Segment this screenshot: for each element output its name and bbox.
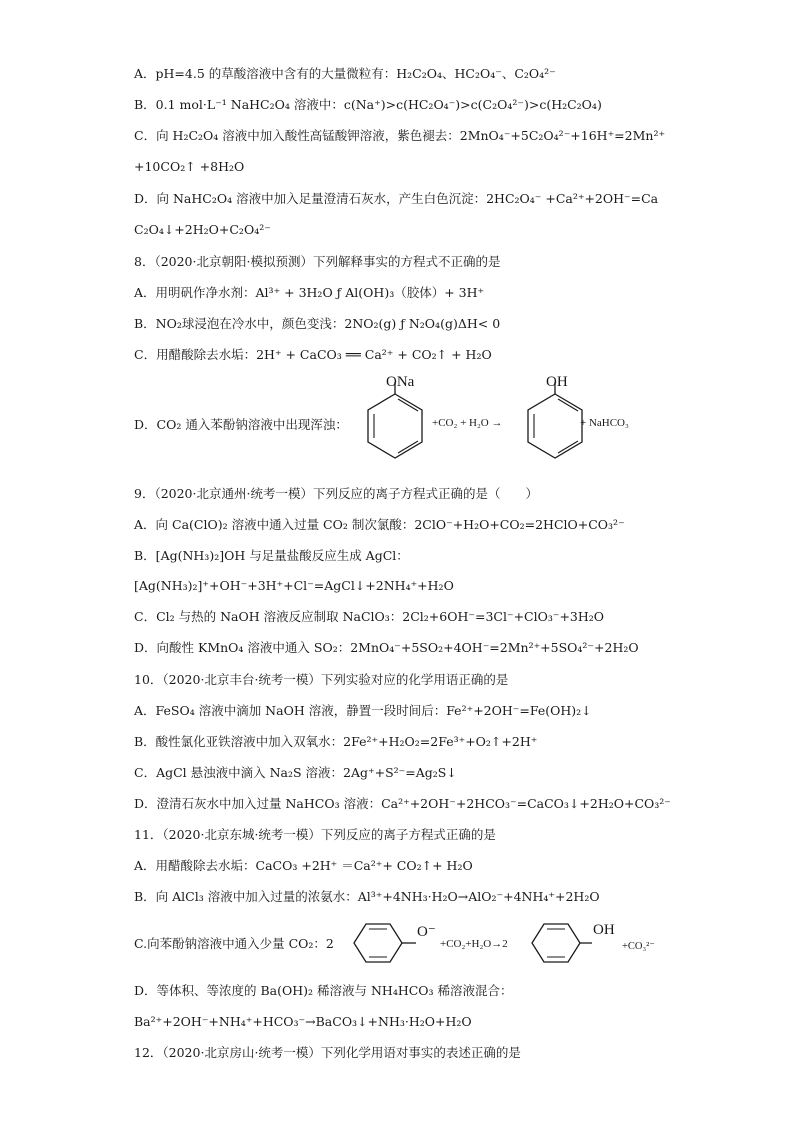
text-line: D．澄清石灰水中加入过量 NaHCO₃ 溶液：Ca²⁺+2OH⁻+2HCO₃⁻=CaCO₃↓+2H₂O+CO₃²⁻ <box>134 796 671 811</box>
text-line: B．NO₂球浸泡在冷水中，颜色变浅：2NO₂(g) ƒ N₂O₄(g)ΔH< 0 <box>134 316 501 331</box>
text-line: C．AgCl 悬浊液中滴入 Na₂S 溶液：2Ag⁺+S²⁻=Ag₂S↓ <box>134 765 457 780</box>
question-title: 11．（2020·北京东城·统考一模）下列反应的离子方程式正确的是 <box>134 827 496 842</box>
text-line: Ba²⁺+2OH⁻+NH₄⁺+HCO₃⁻→BaCO₃↓+NH₃·H₂O+H₂O <box>134 1014 472 1029</box>
text-line: D．向 NaHC₂O₄ 溶液中加入足量澄清石灰水，产生白色沉淀：2HC₂O₄⁻ +Ca²⁺+2OH⁻=Ca <box>134 191 659 206</box>
onagroup-label: ONa <box>386 374 415 390</box>
text-line: A．向 Ca(ClO)₂ 溶液中通入过量 CO₂ 制次氯酸：2ClO⁻+H₂O+CO₂=2HClO+CO₃²⁻ <box>134 517 625 532</box>
ohgroup-label: OH <box>593 922 615 938</box>
text-line: C₂O₄↓+2H₂O+C₂O₄²⁻ <box>134 222 271 237</box>
text-line: A．FeSO₄ 溶液中滴加 NaOH 溶液，静置一段时间后：Fe²⁺+2OH⁻=Fe(OH)₂↓ <box>134 703 592 718</box>
question-title: 9．（2020·北京通州·统考一模）下列反应的离子方程式正确的是（ ） <box>134 486 538 501</box>
question-title: 8．（2020·北京朝阳·模拟预测）下列解释事实的方程式不正确的是 <box>134 254 501 269</box>
reaction-tail: +CO₃²⁻ <box>622 941 655 952</box>
text-line: [Ag(NH₃)₂]⁺+OH⁻+3H⁺+Cl⁻=AgCl↓+2NH₄⁺+H₂O <box>134 578 454 593</box>
reaction-middle: +CO₂ + H₂O → <box>432 417 503 429</box>
text-line: C．向 H₂C₂O₄ 溶液中加入酸性高锰酸钾溶液，紫色褪去：2MnO₄⁻+5C₂O₄²⁻+16H⁺=2Mn²⁺ <box>134 128 666 143</box>
text-line: A．pH=4.5 的草酸溶液中含有的大量微粒有：H₂C₂O₄、HC₂O₄⁻、C₂O₄²⁻ <box>134 66 556 81</box>
text-line: B．[Ag(NH₃)₂]OH 与足量盐酸反应生成 AgCl： <box>134 548 409 563</box>
ohgroup-label: OH <box>546 374 568 390</box>
text-line: D．等体积、等浓度的 Ba(OH)₂ 稀溶液与 NH₄HCO₃ 稀溶液混合： <box>134 983 513 998</box>
text-line: B．向 AlCl₃ 溶液中加入过量的浓氨水：Al³⁺+4NH₃·H₂O→AlO₂⁻+4NH₄⁺+2H₂O <box>134 889 600 904</box>
question-title: 10．（2020·北京丰台·统考一模）下列实验对应的化学用语正确的是 <box>134 672 509 687</box>
phenoxide-structure <box>344 918 414 968</box>
text-line: B．酸性氯化亚铁溶液中加入双氧水：2Fe²⁺+H₂O₂=2Fe³⁺+O₂↑+2H⁺ <box>134 734 538 749</box>
question-title: 12．（2020·北京房山·统考一模）下列化学用语对事实的表述正确的是 <box>134 1045 521 1060</box>
text-line: A．用醋酸除去水垢：CaCO₃ +2H⁺ ＝Ca²⁺+ CO₂↑+ H₂O <box>134 858 473 873</box>
reaction-middle: +CO₂+H₂O→2 <box>440 938 508 950</box>
text-line: B．0.1 mol·L⁻¹ NaHC₂O₄ 溶液中：c(Na⁺)>c(HC₂O₄⁻)>c(C₂O₄²⁻)>c(H₂C₂O₄) <box>134 97 602 112</box>
phenoxide-label: O⁻ <box>417 924 436 940</box>
text-line: D．向酸性 KMnO₄ 溶液中通入 SO₂：2MnO₄⁻+5SO₂+4OH⁻=2Mn²⁺+5SO₄²⁻+2H₂O <box>134 640 639 655</box>
reaction-tail: + NaHCO₃ <box>580 417 629 429</box>
text-line: D．CO₂ 通入苯酚钠溶液中出现浑浊： <box>134 417 348 432</box>
text-line: C．用醋酸除去水垢：2H⁺ + CaCO₃ ══ Ca²⁺ + CO₂↑ + H₂O <box>134 347 492 362</box>
text-line: C．Cl₂ 与热的 NaOH 溶液反应制取 NaClO₃：2Cl₂+6OH⁻=3Cl⁻+ClO₃⁻+3H₂O <box>134 609 605 624</box>
phenol-structure <box>522 918 592 968</box>
text-line: +10CO₂↑ +8H₂O <box>134 159 245 174</box>
text-line: A．用明矾作净水剂：Al³⁺ + 3H₂O ƒ Al(OH)₃（胶体）+ 3H⁺ <box>134 285 485 300</box>
text-line: C.向苯酚钠溶液中通入少量 CO₂：2 <box>134 936 334 951</box>
